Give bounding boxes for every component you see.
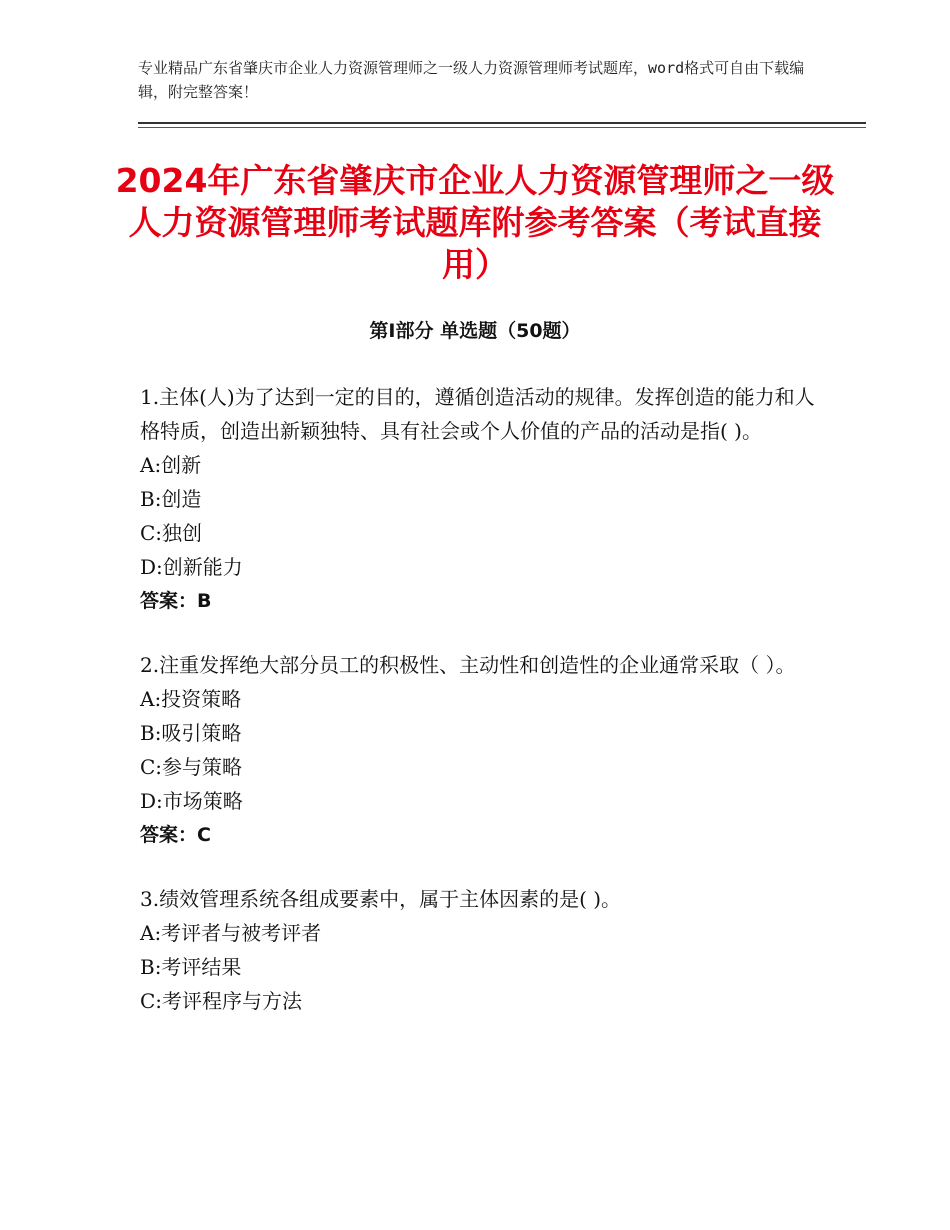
question-2: [140, 648, 820, 852]
header-divider-thick: [138, 122, 866, 124]
document-title: 2024年广东省肇庆市企业人力资源管理师之一级人力资源管理师考试题库附参考答案（考试直接用）: [115, 161, 835, 284]
question-list: [140, 380, 820, 1048]
option-b: B:创造: [140, 487, 202, 511]
question-3: [140, 882, 820, 1018]
option-d: D:创新能力: [140, 555, 243, 579]
question-text: 3.绩效管理系统各组成要素中，属于主体因素的是( )。: [140, 887, 622, 911]
option-c: C:考评程序与方法: [140, 989, 303, 1013]
option-a: A:创新: [140, 453, 202, 477]
question-text: 1.主体(人)为了达到一定的目的，遵循创造活动的规律。发挥创造的能力和人格特质，创造出新颖独特、具有社会或个人价值的产品的活动是指( )。: [140, 385, 815, 443]
header-divider-thin: [138, 127, 866, 128]
answer-line: 答案：C: [140, 824, 211, 846]
answer-line: 答案：B: [140, 590, 212, 612]
option-a: A:考评者与被考评者: [140, 921, 322, 945]
question-1: [140, 380, 820, 618]
section-heading: 第Ⅰ部分 单选题（50题）: [369, 320, 581, 342]
option-a: A:投资策略: [140, 687, 242, 711]
option-b: B:考评结果: [140, 955, 242, 979]
option-c: C:参与策略: [140, 755, 243, 779]
option-d: D:市场策略: [140, 789, 243, 813]
option-c: C:独创: [140, 521, 203, 545]
question-text: 2.注重发挥绝大部分员工的积极性、主动性和创造性的企业通常采取（ ）。: [140, 653, 796, 677]
option-b: B:吸引策略: [140, 721, 242, 745]
header-note: 专业精品广东省肇庆市企业人力资源管理师之一级人力资源管理师考试题库，word格式可自由下载编辑，附完整答案！: [138, 59, 805, 101]
